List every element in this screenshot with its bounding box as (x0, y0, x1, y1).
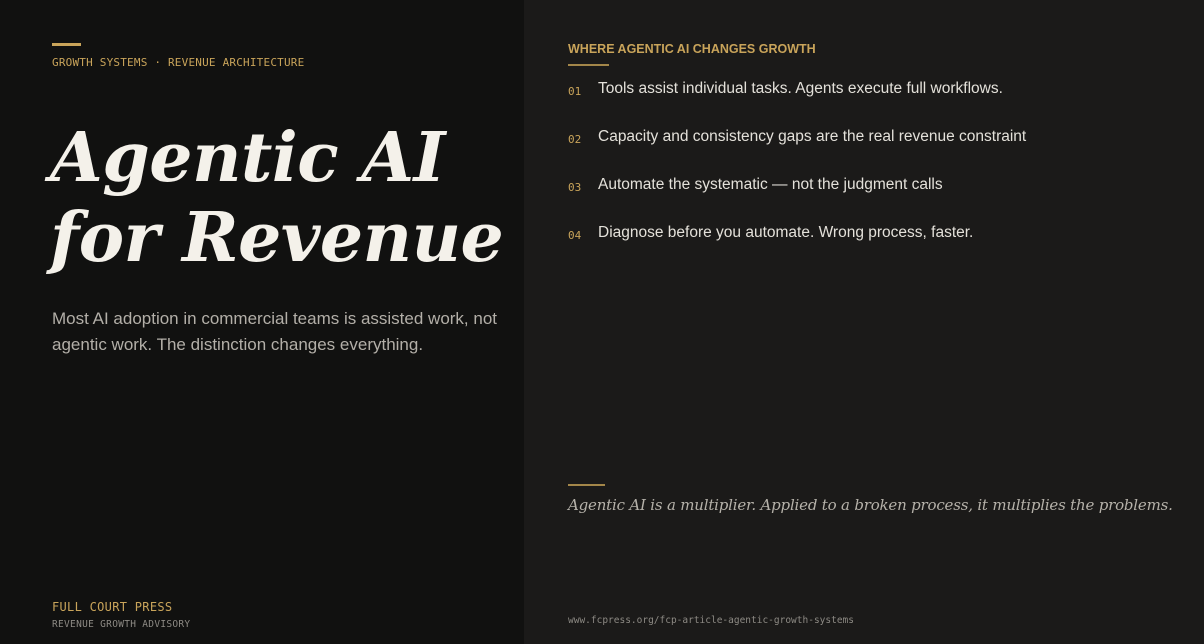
point-number: 04 (568, 229, 582, 242)
key-points-list (568, 78, 1188, 270)
list-item (568, 222, 1188, 270)
section-divider (568, 64, 609, 66)
point-text: Capacity and consistency gaps are the real revenue constraint (598, 128, 1027, 145)
eyebrow-label: GROWTH SYSTEMS · REVENUE ARCHITECTURE (52, 56, 305, 69)
brand-tagline: REVENUE GROWTH ADVISORY (52, 619, 191, 630)
point-number: 03 (568, 181, 582, 194)
left-panel (0, 0, 524, 644)
brand-name: FULL COURT PRESS (52, 600, 173, 614)
page-title (50, 118, 510, 278)
point-number: 02 (568, 133, 582, 146)
right-panel (524, 0, 1204, 644)
subtitle: Most AI adoption in commercial teams is assisted work, not agentic work. The distinction changes everything. (52, 309, 498, 354)
section-heading: WHERE AGENTIC AI CHANGES GROWTH (568, 42, 816, 56)
point-text: Automate the systematic — not the judgment calls (598, 176, 943, 193)
point-number: 01 (568, 85, 582, 98)
point-text: Tools assist individual tasks. Agents execute full workflows. (598, 80, 1003, 97)
title-line-1: Agentic AI (50, 118, 445, 198)
list-item (568, 126, 1188, 174)
list-item (568, 174, 1188, 222)
quote-divider (568, 484, 605, 486)
title-line-2: for Revenue (50, 198, 504, 278)
accent-bar (52, 43, 81, 46)
point-text: Diagnose before you automate. Wrong process, faster. (598, 224, 974, 241)
list-item (568, 78, 1188, 126)
pull-quote: Agentic AI is a multiplier. Applied to a broken process, it multiplies the problems. (568, 496, 1173, 514)
article-url[interactable]: www.fcpress.org/fcp-article-agentic-growth-systems (568, 615, 854, 626)
